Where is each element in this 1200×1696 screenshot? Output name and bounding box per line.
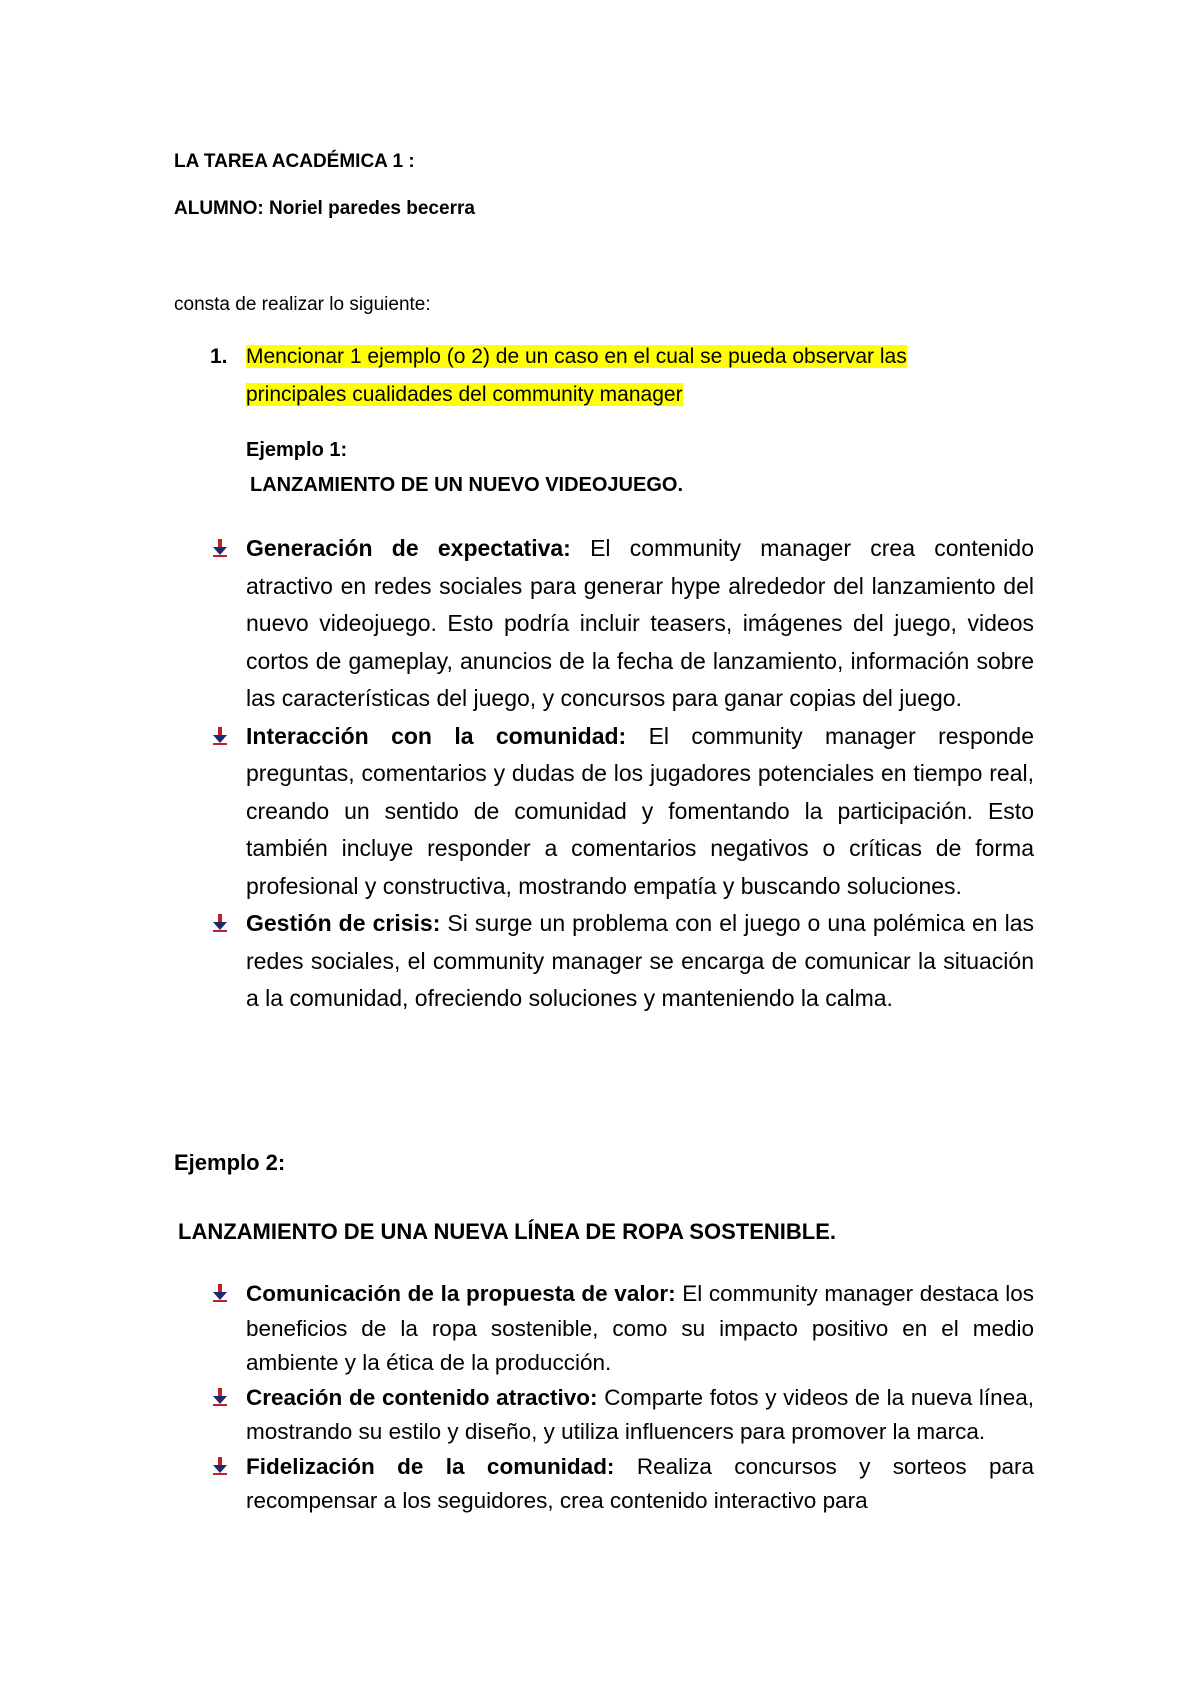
example1-bullet-list — [206, 530, 1034, 1018]
student-line — [174, 197, 475, 221]
task-number: 1. — [210, 345, 228, 368]
student-name: Noriel paredes becerra — [268, 198, 475, 219]
example2-bullet-list — [206, 1277, 1034, 1519]
bullet-term: Interacción con la comunidad: — [246, 722, 627, 749]
example2-title: LANZAMIENTO DE UNA NUEVA LÍNEA DE ROPA SOSTENIBLE. — [178, 1219, 836, 1244]
bullet-text: El community manager crea contenido atractivo en redes sociales para generar hype alrededor del lanzamiento del nuevo videojuego. Esto podría incluir teasers, imágenes del juego, videos cortos de gameplay, anuncios de la fecha de lanzamiento, información sobre las características del juego, y concursos para ganar copias del juego. — [246, 535, 1034, 711]
bullet-item — [206, 1277, 1034, 1381]
bullet-term: Creación de contenido atractivo: — [246, 1384, 598, 1410]
bullet-text: Comparte fotos y videos de la nueva línea, mostrando su estilo y diseño, y utiliza influencers para promover la marca. — [246, 1384, 1034, 1444]
bullet-term: Comunicación de la propuesta de valor: — [246, 1281, 676, 1306]
bullet-item — [206, 1450, 1034, 1519]
bullet-item — [206, 905, 1034, 1018]
example2-label: Ejemplo 2: — [174, 1150, 286, 1175]
bullet-text: Si surge un problema con el juego o una polémica en las redes sociales, el community manager se encarga de comunicar la situación a la comunidad, ofreciendo soluciones y manteniendo la calma. — [246, 910, 1035, 1011]
bullet-term: Fidelización de la comunidad: — [246, 1453, 615, 1479]
arrow-down-bullet-icon — [212, 1457, 228, 1475]
bullet-item — [206, 1381, 1034, 1450]
example1-label: Ejemplo 1: — [246, 439, 348, 461]
arrow-down-bullet-icon — [212, 1388, 228, 1406]
bullet-text: Realiza concursos y sorteos para recompensar a los seguidores, crea contenido interactivo para — [246, 1453, 1034, 1513]
bullet-text: El community manager responde preguntas, comentarios y dudas de los jugadores potenciales en tiempo real, creando un sentido de comunidad y fomentando la participación. Esto también incluye responder a comentarios negativos o críticas de forma profesional y constructiva, mostrando empatía y buscando soluciones. — [246, 722, 1035, 899]
bullet-term: Gestión de crisis: — [246, 910, 441, 936]
task-text-line-1: Mencionar 1 ejemplo (o 2) de un caso en el cual se pueda observar las — [246, 345, 907, 368]
student-label: ALUMNO: — [174, 198, 264, 219]
bullet-term: Generación de expectativa: — [246, 535, 571, 561]
arrow-down-bullet-icon — [212, 539, 228, 557]
arrow-down-bullet-icon — [212, 1284, 228, 1302]
arrow-down-bullet-icon — [212, 914, 228, 932]
bullet-text: El community manager destaca los beneficios de la ropa sostenible, como su impacto positivo en el medio ambiente y la ética de la producción. — [246, 1281, 1034, 1375]
task-text-line-2: principales cualidades del community manager — [246, 383, 683, 406]
document-title: LA TAREA ACADÉMICA 1 : — [174, 151, 415, 172]
task-item — [174, 338, 974, 414]
bullet-item — [206, 530, 1034, 718]
bullet-item — [206, 718, 1034, 906]
arrow-down-bullet-icon — [212, 727, 228, 745]
intro-text: consta de realizar lo siguiente: — [174, 294, 431, 315]
example1-title: LANZAMIENTO DE UN NUEVO VIDEOJUEGO. — [250, 474, 684, 496]
